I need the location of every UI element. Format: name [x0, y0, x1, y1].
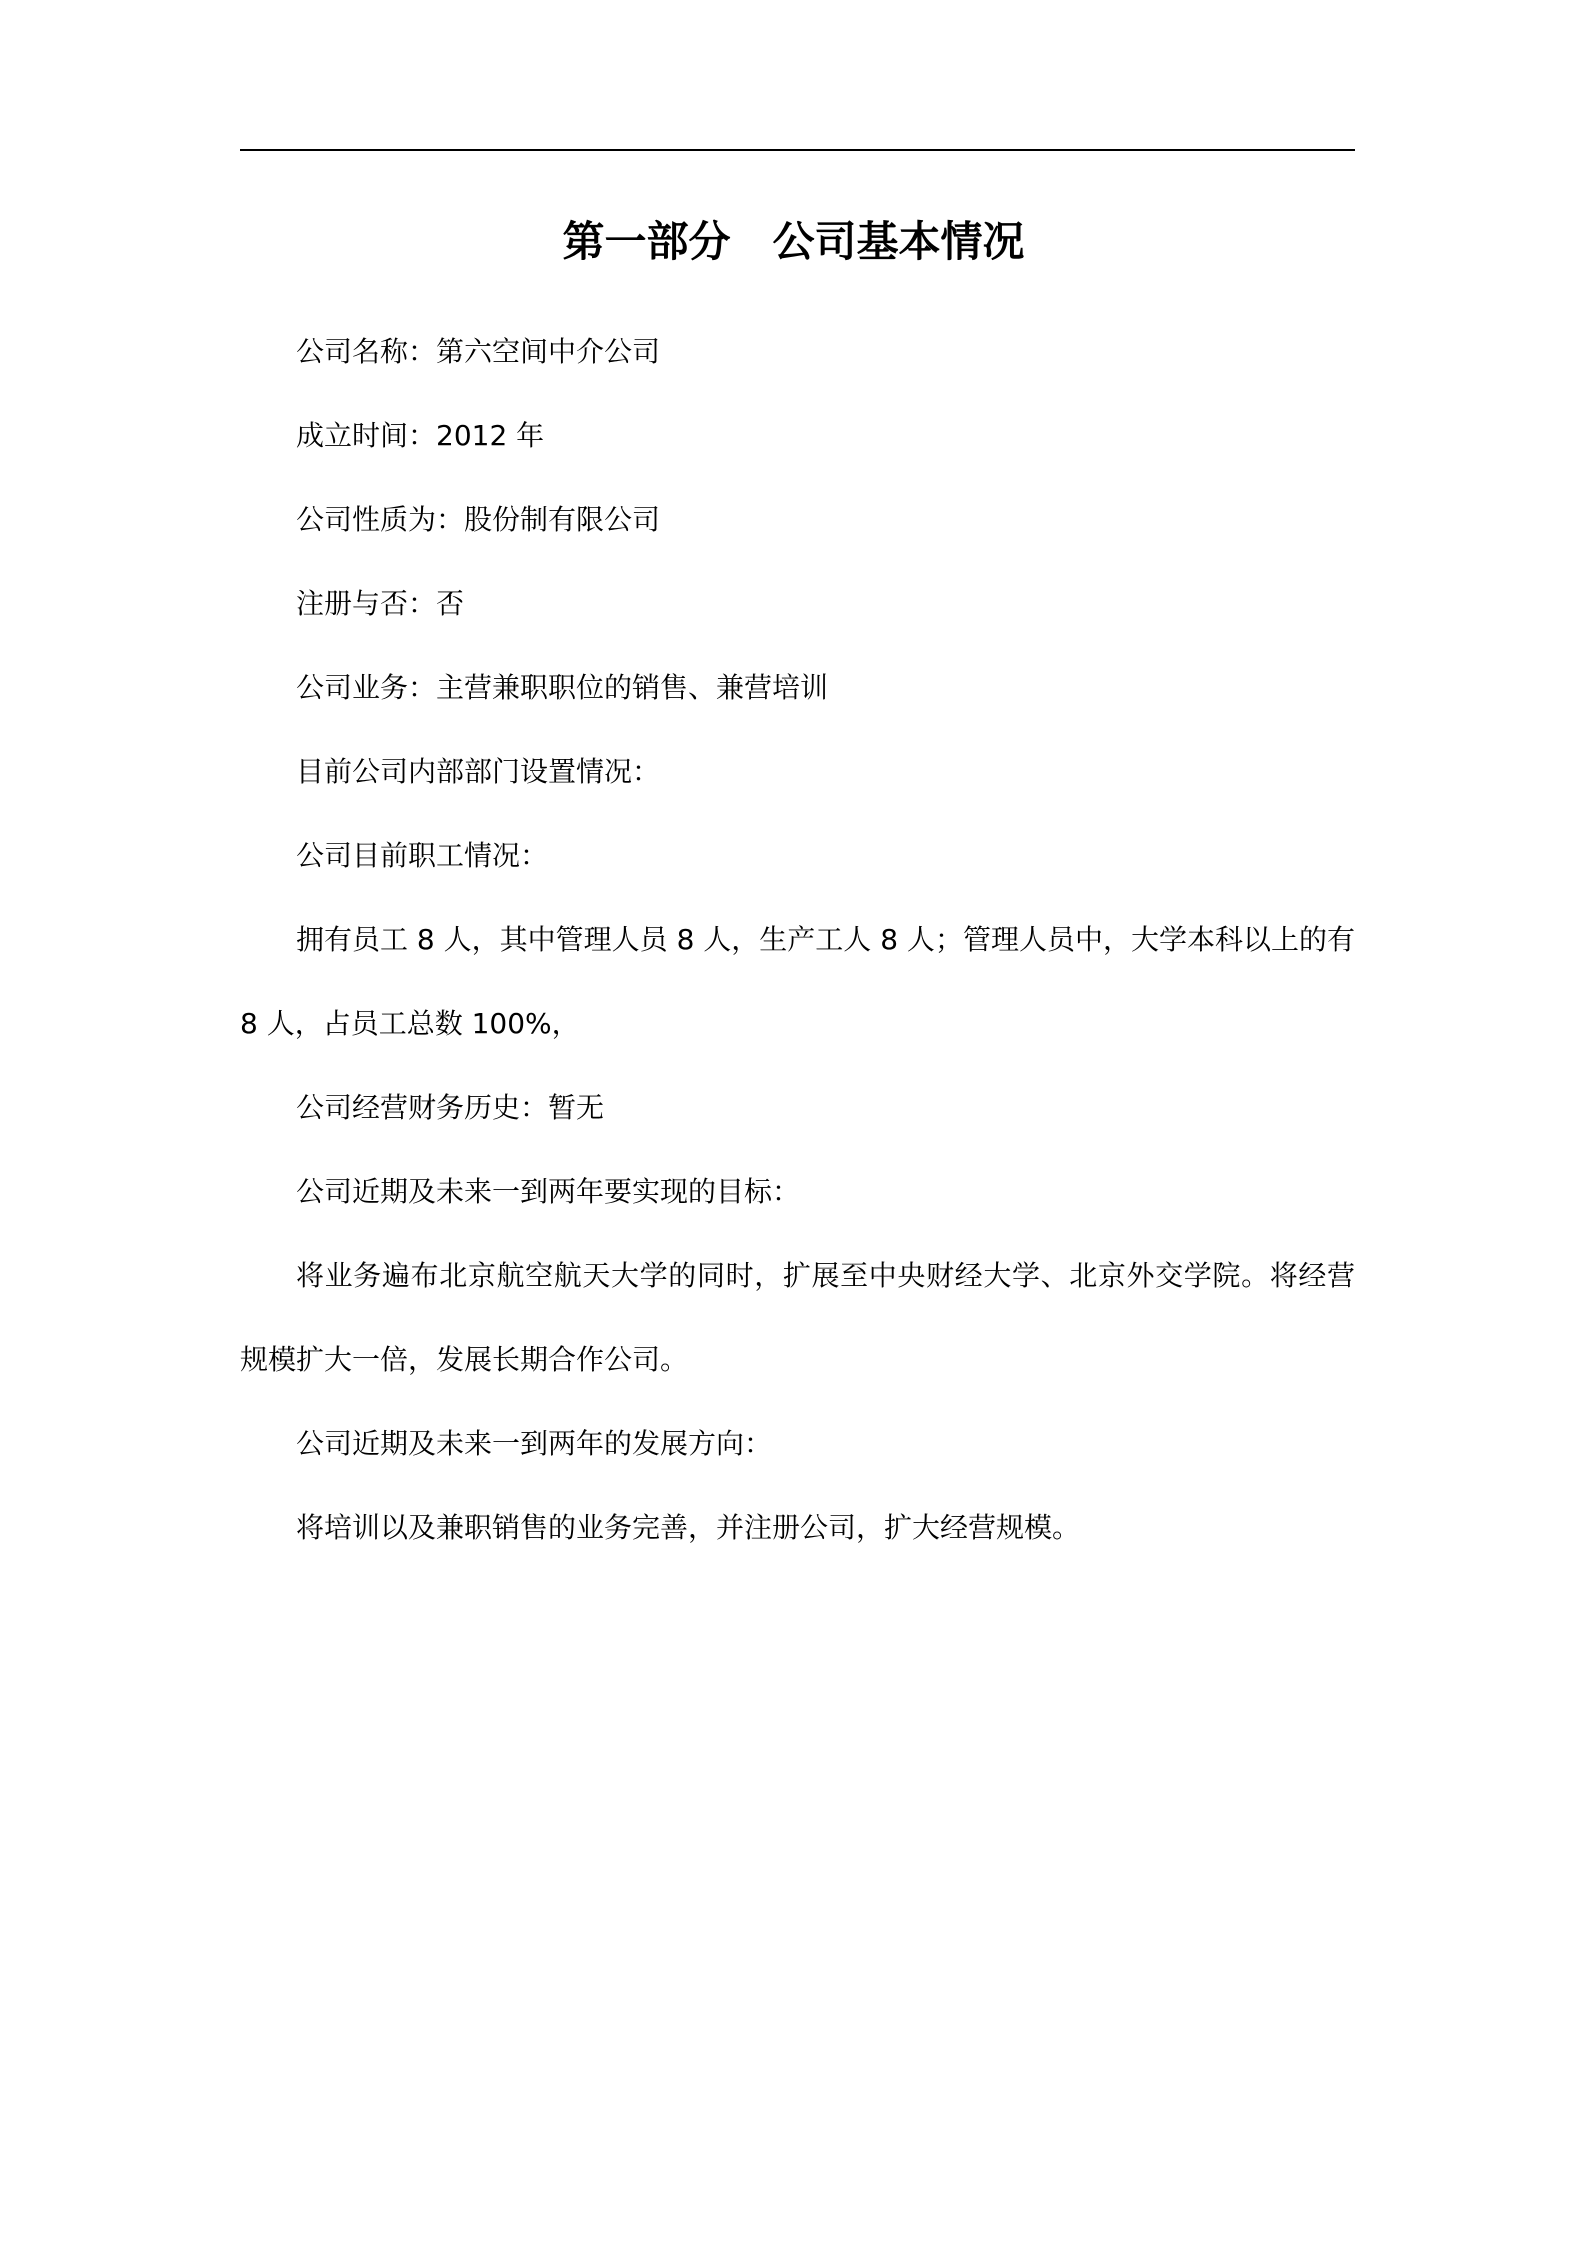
paragraph-direction-heading: 公司近期及未来一到两年的发展方向：	[296, 1427, 773, 1460]
paragraph-registered: 注册与否：否	[296, 587, 465, 620]
header-rule	[240, 149, 1355, 151]
paragraph-departments: 目前公司内部部门设置情况：	[296, 755, 661, 788]
paragraph-staff-heading: 公司目前职工情况：	[296, 839, 549, 872]
paragraph-direction: 将培训以及兼职销售的业务完善，并注册公司，扩大经营规模。	[296, 1511, 1081, 1544]
paragraph-goals-heading: 公司近期及未来一到两年要实现的目标：	[296, 1175, 801, 1208]
paragraph-company-name: 公司名称：第六空间中介公司	[296, 335, 661, 368]
paragraph-staff-details: 拥有员工 8 人，其中管理人员 8 人，生产工人 8 人；管理人员中，大学本科以上的有 8 人，占员工总数 100%，	[240, 923, 1355, 1040]
paragraph-business: 公司业务：主营兼职职位的销售、兼营培训	[296, 671, 829, 704]
section-title: 第一部分 公司基本情况	[562, 217, 1025, 266]
paragraph-goals: 将业务遍布北京航空航天大学的同时，扩展至中央财经大学、北京外交学院。将经营规模扩大一倍，发展长期合作公司。	[240, 1259, 1355, 1376]
paragraph-finance-history: 公司经营财务历史：暂无	[296, 1091, 605, 1124]
paragraph-company-type: 公司性质为：股份制有限公司	[296, 503, 661, 536]
document-body	[240, 310, 1355, 1570]
paragraph-founded: 成立时间：2012 年	[296, 419, 545, 452]
